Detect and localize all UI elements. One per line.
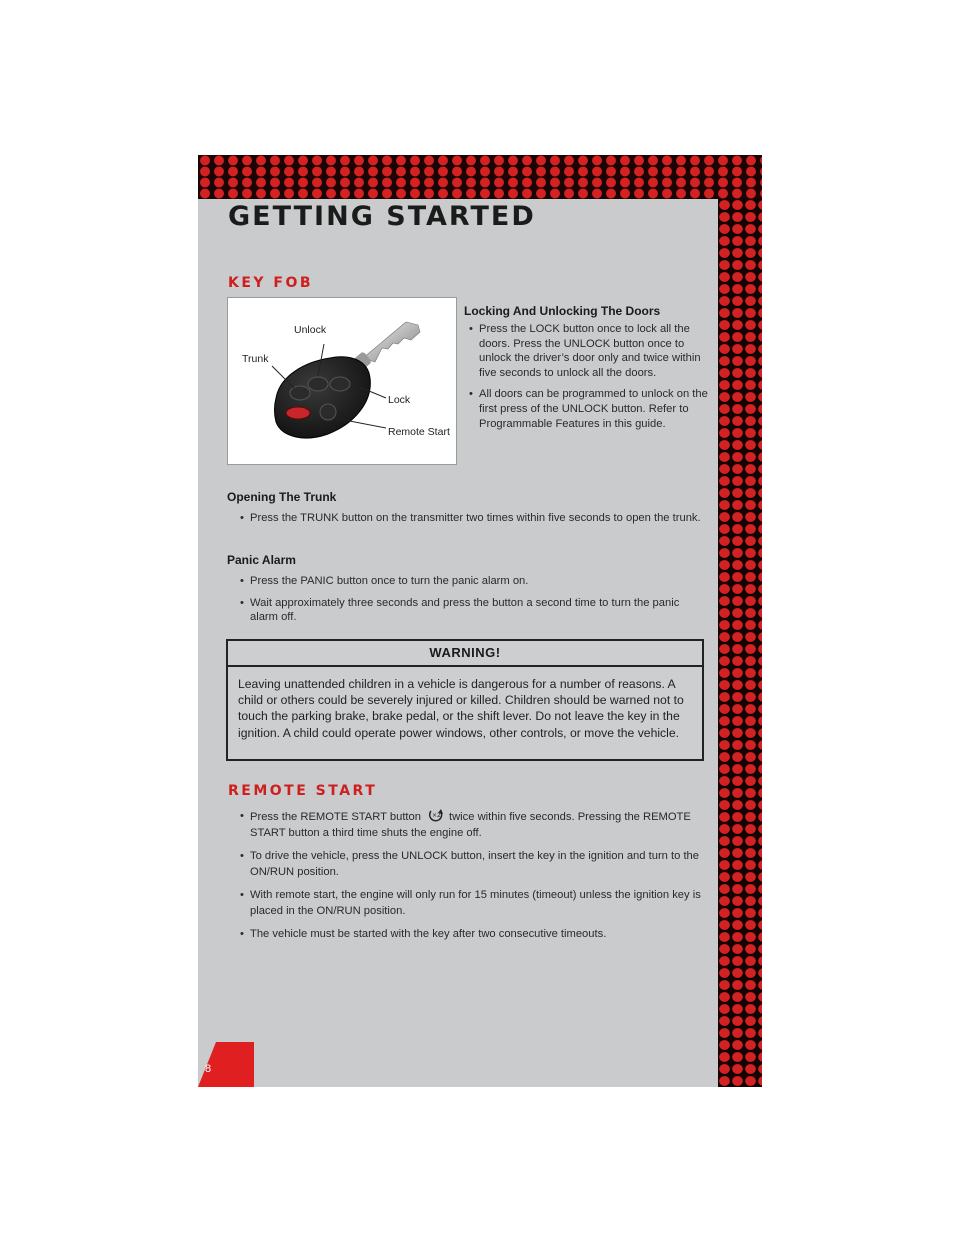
list-item: • Wait approximately three seconds and press the button a second time to turn the panic alarm off. [227,596,705,625]
key-fob-image [227,297,457,465]
list-item: • To drive the vehicle, press the UNLOCK button, insert the key in the ignition and turn to the ON/RUN position. [227,848,705,880]
page-number: 8 [205,1063,212,1075]
list-item: • Press the PANIC button once to turn the panic alarm on. [227,574,705,589]
remote-start-icon-text: ×2 [431,812,441,819]
callout-unlock: Unlock [294,324,327,336]
warning-box [226,639,704,761]
callout-trunk: Trunk [242,353,269,365]
callout-remote-start: Remote Start [388,426,450,438]
list-item: • All doors can be programmed to unlock on the first press of the UNLOCK button. Refer to Programmable Features in this guide. [456,387,718,431]
list-item: • With remote start, the engine will only run for 15 minutes (timeout) unless the ignition key is placed in the ON/RUN position. [227,887,705,919]
key-fob-illustration [228,298,457,465]
trunk-bullets [227,511,705,533]
perforated-header-band [198,155,762,199]
list-item: • The vehicle must be started with the key after two consecutive timeouts. [227,926,705,942]
warning-title: WARNING! [228,641,702,667]
panic-heading: Panic Alarm [227,553,296,567]
warning-text: Leaving unattended children in a vehicle is dangerous for a number of reasons. A child or others could be severely injured or killed. Children should be warned not to touch the parking brake, brake pedal, or the shift lever. Do not leave the key in the ignition. A child could operate power windows, other controls, or move the vehicle. [238,677,684,740]
perforated-side-band [718,199,762,1087]
section-title: GETTING STARTED [228,201,536,232]
panic-bullets [227,574,705,632]
list-item: • Press the TRUNK button on the transmitter two times within five seconds to open the trunk. [227,511,705,526]
remote-start-heading: REMOTE START [228,783,378,799]
remote-start-icon [427,808,445,822]
list-item [227,808,705,841]
trunk-heading: Opening The Trunk [227,490,337,504]
remote-start-bullets [227,808,705,949]
key-fob-heading: KEY FOB [228,275,314,291]
manual-page [198,155,762,1087]
list-item: • Press the LOCK button once to lock all the doors. Press the UNLOCK button once to unlock the driver’s door only and twice within five seconds to unlock all the doors. [456,322,718,380]
remote-start-text-before: Press the REMOTE START button [250,811,421,823]
remote-start-icon-svg [427,808,445,822]
remote-start-text-after: twice within five seconds. Pressing the REMOTE START button a third time shuts the engine off. [250,811,691,839]
locking-heading: Locking And Unlocking The Doors [464,304,661,318]
locking-bullets [456,322,718,438]
callout-lock: Lock [388,394,411,406]
